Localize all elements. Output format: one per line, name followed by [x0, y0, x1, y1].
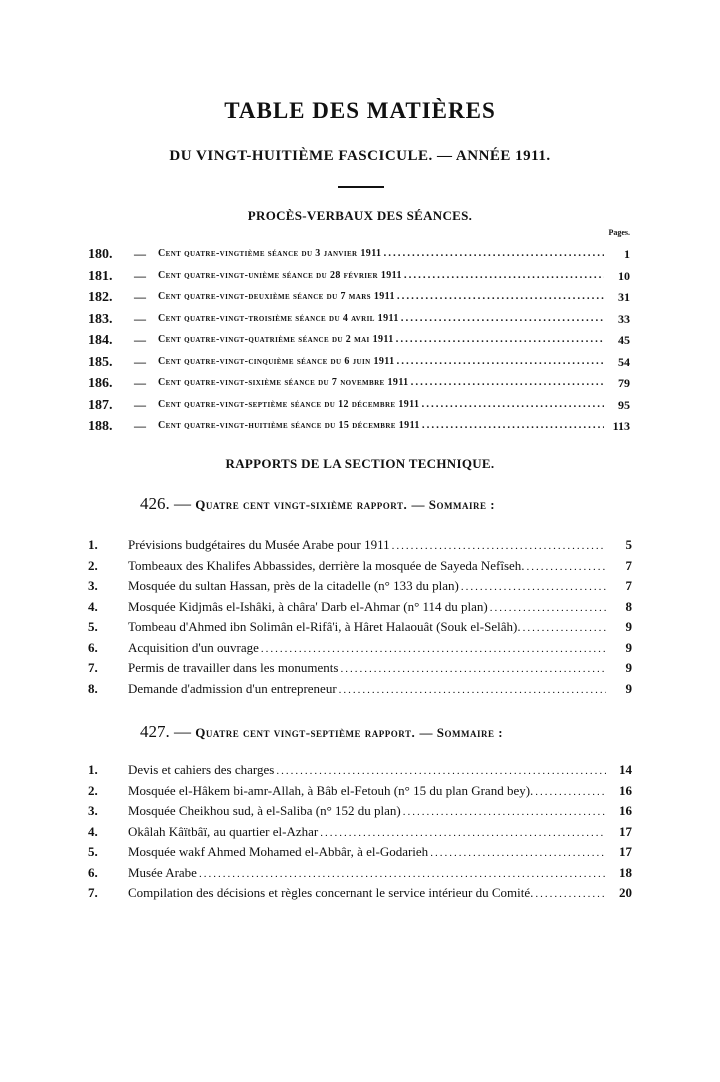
entry-number: 188.: [88, 419, 113, 434]
entry-title-wrap: [128, 803, 606, 819]
entry-page-number: 18: [619, 864, 632, 880]
entry-dash: —: [134, 290, 146, 304]
entry-title-wrap: [128, 599, 606, 615]
dot-leader: [401, 312, 604, 324]
entry-number: 7.: [88, 885, 98, 900]
list-item: [0, 558, 720, 578]
entry-title: Cent quatre-vingt-deuxième séance du 7 mars 1911: [158, 291, 395, 302]
entry-title-wrap: [158, 333, 604, 345]
entry-title: Compilation des décisions et règles concernant le service intérieur du Comité.: [128, 885, 534, 900]
list-item: [0, 398, 720, 418]
entry-title: Cent quatre-vingt-sixième séance du 7 novembre 1911: [158, 377, 409, 388]
entry-number: 183.: [88, 311, 113, 327]
entry-dash: —: [134, 397, 146, 412]
entry-page-number: 33: [618, 311, 630, 326]
entry-title-wrap: [128, 660, 606, 676]
entry-title-wrap: [158, 269, 604, 281]
entry-title-wrap: [128, 681, 606, 697]
entry-title: Mosquée el-Hâkem bi-amr-Allah, à Bâb el-Fetouh (n° 15 du plan Grand bey).: [128, 782, 534, 798]
entry-title: Okâlah Kâïtbâï, au quartier el-Azhar: [128, 823, 319, 839]
entry-page-number: 7: [625, 578, 632, 593]
list-item: [0, 376, 720, 396]
rapport-427-dash: —: [174, 722, 191, 741]
entry-dash: —: [134, 333, 146, 347]
entry-number: 4.: [88, 598, 98, 614]
entry-title-wrap: [158, 290, 604, 302]
dot-leader: [199, 868, 606, 880]
entry-title: Cent quatre-vingt-unième séance du 28 février 1911: [158, 269, 402, 281]
dot-leader: [404, 269, 604, 281]
entry-page-number: 17: [619, 844, 632, 859]
entry-title: Tombeaux des Khalifes Abbassides, derrière la mosquée de Sayeda Nefîseh.: [128, 557, 525, 573]
list-item: [0, 355, 720, 375]
dot-leader: [403, 806, 606, 818]
entry-number: 1.: [88, 537, 98, 552]
rapport-426-label: Quatre cent vingt-sixième rapport.: [195, 497, 408, 512]
list-item: [0, 333, 720, 353]
entry-title: Mosquée Cheikhou sud, à el-Saliba (n° 152 du plan): [128, 803, 401, 818]
list-item: [0, 640, 720, 660]
entry-page-number: 10: [618, 268, 630, 283]
entry-page-number: 16: [619, 782, 632, 798]
entry-title: Prévisions budgétaires du Musée Arabe pour 1911: [128, 537, 390, 552]
list-item: [0, 269, 720, 289]
dot-leader: [535, 786, 606, 798]
entry-dash: —: [134, 268, 146, 283]
entry-title: Cent quatre-vingt-quatrième séance du 2 mai 1911: [158, 334, 394, 345]
entry-title: Cent quatre-vingt-huitième séance du 15 décembre 1911: [158, 420, 420, 431]
entry-page-number: 113: [612, 419, 630, 433]
entry-title-wrap: [128, 844, 606, 860]
entry-title-wrap: [128, 762, 606, 778]
entry-page-number: 16: [619, 803, 632, 818]
entry-title-wrap: [128, 640, 606, 656]
entry-page-number: 79: [618, 376, 630, 390]
rapport-427-sommaire: — Sommaire :: [419, 725, 504, 740]
entry-title-wrap: [158, 312, 604, 324]
dot-leader: [422, 419, 604, 431]
entry-page-number: 1: [624, 247, 630, 261]
entry-title: Acquisition d'un ouvrage: [128, 639, 259, 655]
entry-page-number: 45: [618, 333, 630, 347]
entry-number: 185.: [88, 354, 113, 370]
list-item: [0, 885, 720, 905]
entry-number: 181.: [88, 268, 113, 284]
list-item: [0, 660, 720, 680]
entry-page-number: 9: [625, 639, 632, 655]
entry-number: 2.: [88, 782, 98, 798]
entry-page-number: 20: [619, 885, 632, 900]
dot-leader: [461, 581, 606, 593]
entry-title: Cent quatre-vingt-septième séance du 12 décembre 1911: [158, 398, 420, 410]
page-title: TABLE DES MATIÈRES: [224, 98, 496, 123]
entry-title-wrap: [128, 619, 606, 635]
rapport-426-dash: —: [174, 494, 191, 513]
rapport-427-label: Quatre cent vingt-septième rapport.: [195, 725, 416, 740]
list-item: [0, 578, 720, 598]
entry-number: 6.: [88, 864, 98, 880]
entry-title: Devis et cahiers des charges: [128, 762, 275, 777]
entry-number: 184.: [88, 333, 113, 348]
rapport-426-heading: [140, 494, 620, 514]
entry-title-wrap: [128, 885, 606, 901]
entry-title-wrap: [158, 376, 604, 388]
dot-leader: [523, 622, 606, 634]
entry-title-wrap: [158, 419, 604, 431]
dot-leader: [396, 333, 604, 345]
list-item: [0, 865, 720, 885]
entry-number: 3.: [88, 578, 98, 593]
rapport-426-sommaire: — Sommaire :: [411, 497, 496, 512]
entry-number: 186.: [88, 376, 113, 391]
entry-number: 1.: [88, 762, 98, 777]
pages-column-label: Pages.: [608, 228, 630, 237]
entry-title-wrap: [128, 558, 606, 574]
list-item: [0, 783, 720, 803]
section-heading-rapports: RAPPORTS DE LA SECTION TECHNIQUE.: [225, 456, 495, 471]
entry-title-wrap: [128, 824, 606, 840]
dot-leader: [261, 643, 606, 655]
page-subtitle: DU VINGT-HUITIÈME FASCICULE. — ANNÉE 1911.: [169, 148, 551, 164]
entry-title-wrap: [158, 247, 604, 259]
entry-title: Mosquée du sultan Hassan, près de la citadelle (n° 133 du plan): [128, 578, 459, 593]
entry-page-number: 7: [625, 557, 632, 573]
dot-leader: [397, 290, 604, 302]
dot-leader: [421, 398, 604, 410]
dot-leader: [535, 888, 606, 900]
entry-title-wrap: [128, 783, 606, 799]
entry-title: Demande d'admission d'un entrepreneur: [128, 680, 337, 696]
entry-number: 8.: [88, 680, 98, 696]
entry-number: 6.: [88, 639, 98, 655]
entry-number: 5.: [88, 844, 98, 859]
dot-leader: [392, 540, 606, 552]
entry-title: Cent quatre-vingt-cinquième séance du 6 juin 1911: [158, 355, 395, 367]
entry-number: 180.: [88, 247, 113, 262]
entry-number: 5.: [88, 619, 98, 634]
entry-page-number: 9: [625, 660, 632, 675]
list-item: [0, 599, 720, 619]
dot-leader: [490, 602, 606, 614]
entry-title: Cent quatre-vingt-troisième séance du 4 avril 1911: [158, 312, 399, 324]
dot-leader: [411, 376, 604, 388]
list-item: [0, 844, 720, 864]
entry-page-number: 9: [625, 680, 632, 696]
entry-title-wrap: [158, 398, 604, 410]
entry-title-wrap: [158, 355, 604, 367]
list-item: [0, 824, 720, 844]
list-item: [0, 290, 720, 310]
entry-title-wrap: [128, 865, 606, 881]
list-item: [0, 681, 720, 701]
rapport-427-number: 427.: [140, 722, 170, 741]
entry-title: Tombeau d'Ahmed ibn Solimân el-Rifâ'i, à Hâret Halaouât (Souk el-Selâh).: [128, 619, 521, 634]
dot-leader: [339, 684, 606, 696]
entry-title: Musée Arabe: [128, 864, 197, 880]
rapport-426-number: 426.: [140, 494, 170, 513]
entry-title: Mosquée wakf Ahmed Mohamed el-Abbâr, à el-Godarieh: [128, 844, 429, 859]
entry-page-number: 5: [625, 537, 632, 552]
entry-title: Cent quatre-vingtième séance du 3 janvier 1911: [158, 248, 382, 259]
list-item: [0, 803, 720, 823]
dot-leader: [320, 827, 606, 839]
divider: [338, 186, 384, 188]
entry-page-number: 17: [619, 823, 632, 839]
entry-page-number: 31: [618, 290, 630, 304]
entry-number: 2.: [88, 557, 98, 573]
entry-dash: —: [134, 419, 146, 433]
entry-number: 4.: [88, 823, 98, 839]
entry-title: Permis de travailler dans les monuments: [128, 660, 339, 675]
entry-number: 182.: [88, 290, 113, 305]
entry-title-wrap: [128, 578, 606, 594]
entry-number: 3.: [88, 803, 98, 818]
entry-page-number: 95: [618, 397, 630, 412]
dot-leader: [340, 663, 606, 675]
entry-page-number: 9: [625, 619, 632, 634]
list-item: [0, 247, 720, 267]
list-item: [0, 419, 720, 439]
dot-leader: [383, 247, 604, 259]
dot-leader: [397, 355, 604, 367]
entry-page-number: 14: [619, 762, 632, 777]
list-item: [0, 312, 720, 332]
entry-page-number: 8: [625, 598, 632, 614]
list-item: [0, 619, 720, 639]
dot-leader: [276, 765, 606, 777]
entry-number: 7.: [88, 660, 98, 675]
list-item: [0, 537, 720, 557]
entry-dash: —: [134, 376, 146, 390]
list-item: [0, 762, 720, 782]
entry-dash: —: [134, 354, 146, 369]
entry-number: 187.: [88, 397, 113, 413]
dot-leader: [527, 561, 606, 573]
section-heading-proces-verbaux: PROCÈS-VERBAUX DES SÉANCES.: [247, 208, 473, 223]
entry-dash: —: [134, 247, 146, 261]
rapport-427-heading: [140, 722, 620, 742]
entry-page-number: 54: [618, 354, 630, 369]
dot-leader: [430, 847, 606, 859]
entry-title-wrap: [128, 537, 606, 553]
entry-dash: —: [134, 311, 146, 326]
entry-title: Mosquée Kidjmâs el-Ishâki, à châra' Darb el-Ahmar (n° 114 du plan): [128, 598, 488, 614]
